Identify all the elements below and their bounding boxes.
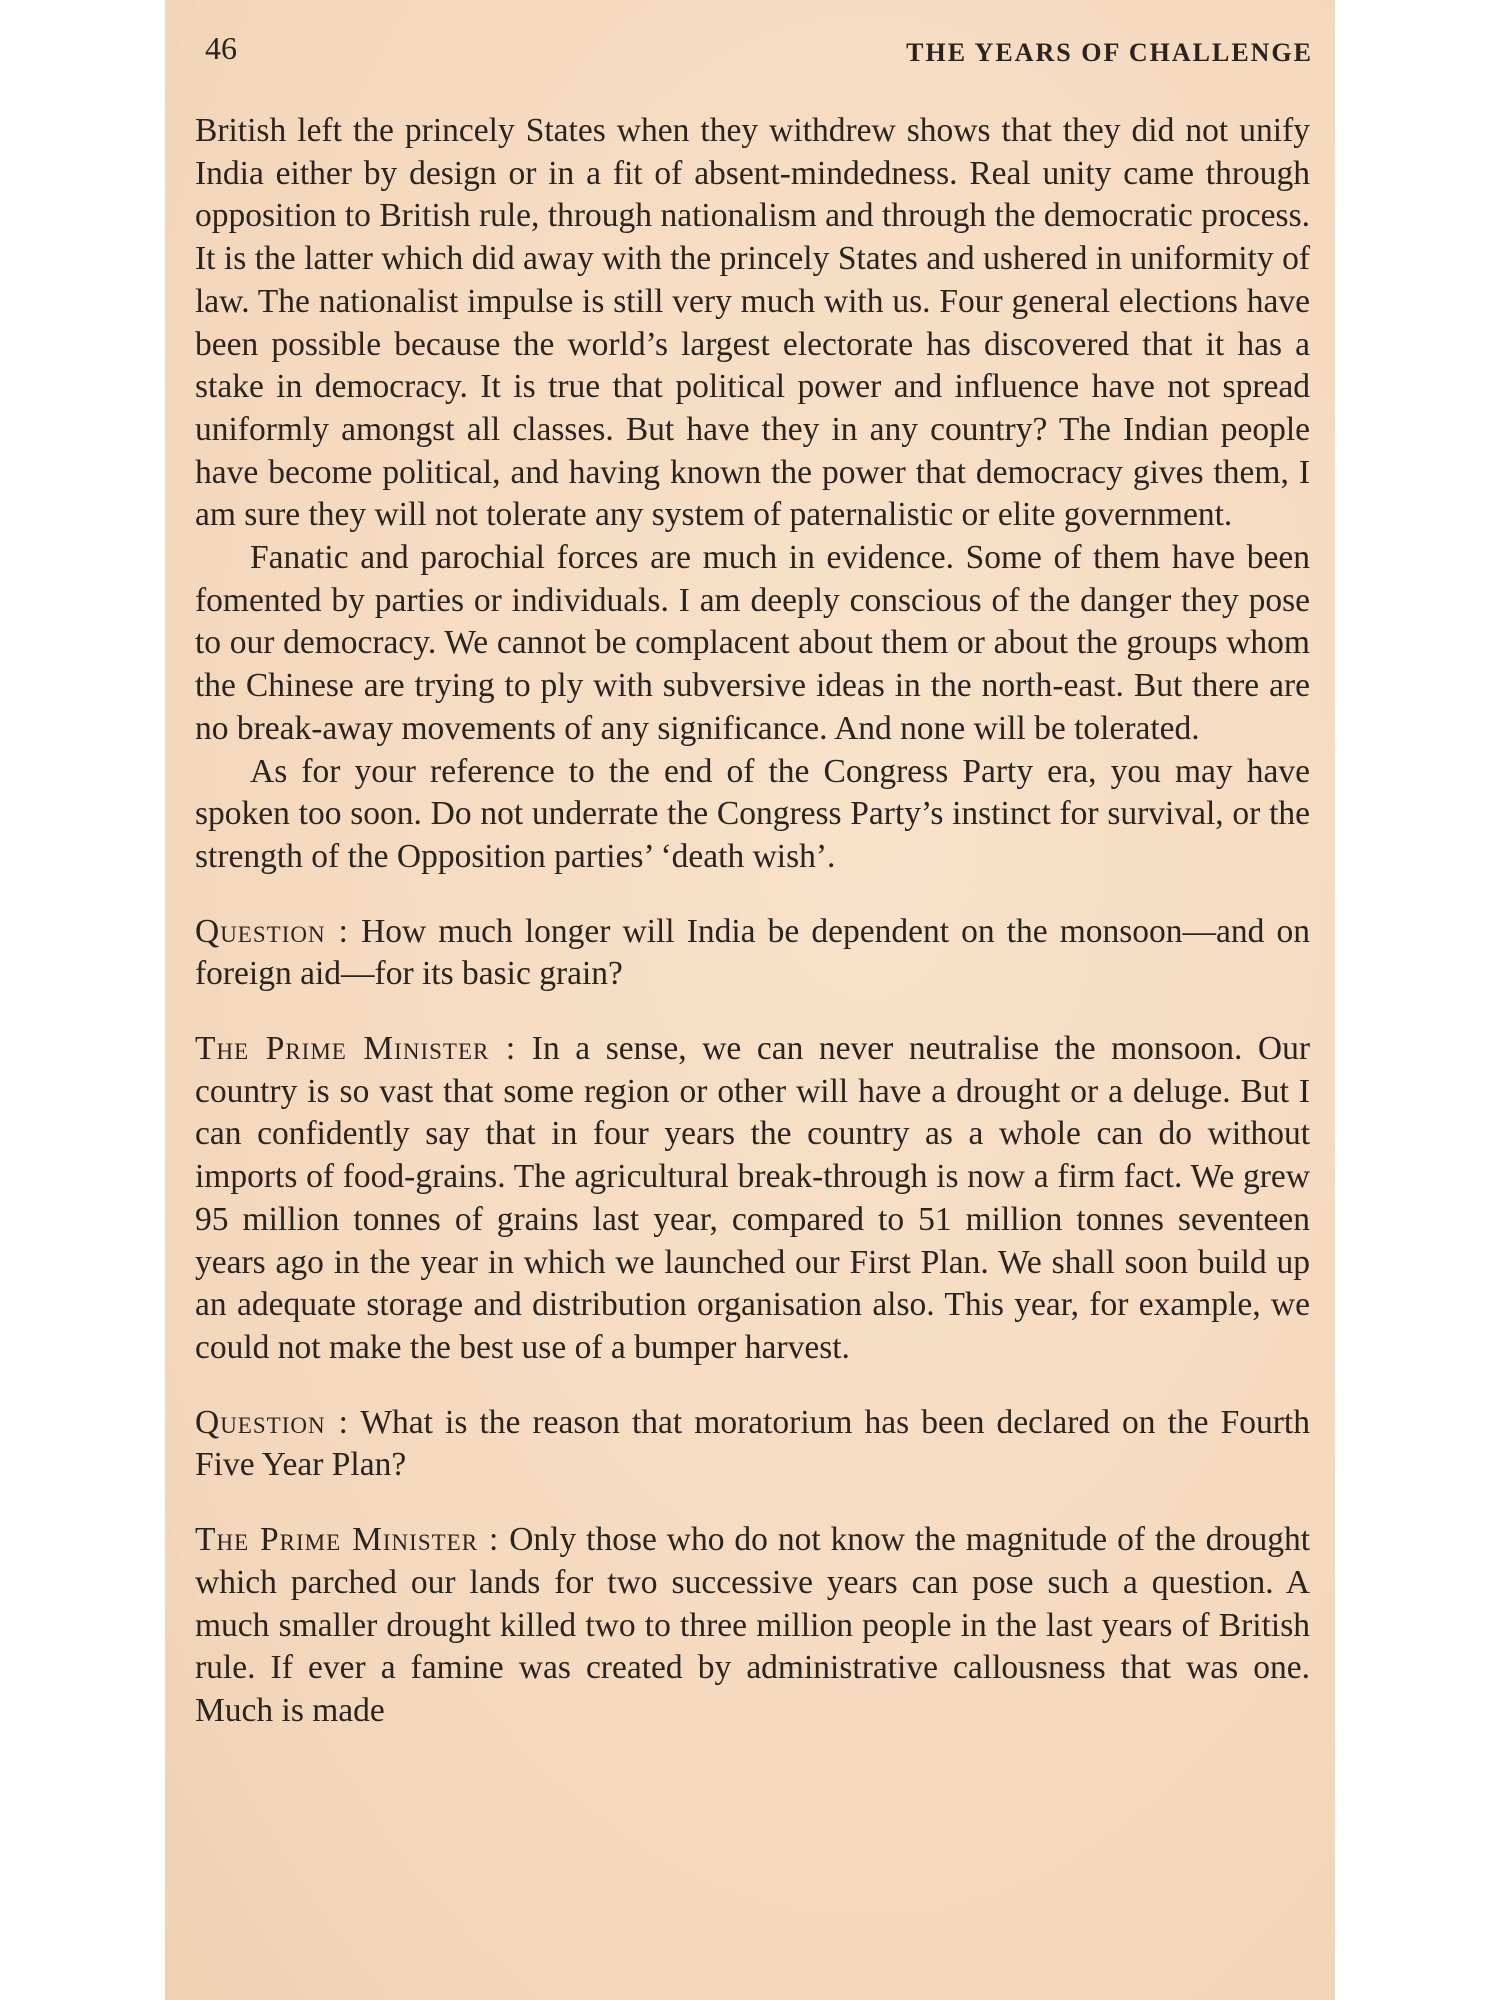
paragraph: Fanatic and parochial forces are much in evidence. Some of them have been fomented by parties or individuals. I am deeply conscious of the danger they pose to our democracy. We cannot be complacent about them or about the groups whom the Chinese are trying to ply with subversive ideas in the north-east. But there are no break-away movements of any significance. And none will be tolerated. (195, 539, 1310, 747)
speaker-label: The Prime Minister : (195, 1521, 500, 1559)
page-header (205, 30, 1313, 70)
paragraph: As for your reference to the end of the Congress Party era, you may have spoken too soon. Do not underrate the Congress Party’s instinct for survival, or the strength of the Opposition parties’ ‘death wish’. (195, 752, 1310, 875)
question-paragraph (195, 1402, 1310, 1487)
answer-paragraph (195, 1519, 1310, 1733)
speaker-label: The Prime Minister : (195, 1030, 517, 1068)
book-page (165, 0, 1335, 2000)
answer-text: In a sense, we can never neutralise the monsoon. Our country is so vast that some region or other will have a drought or a deluge. But I can confidently say that in four years the country as a whole can do without imports of food-grains. The agricultural break-through is now a firm fact. We grew 95 million tonnes of grains last year, compared to 51 million tonnes seventeen years ago in the year in which we launched our First Plan. We shall soon build up an adequate storage and distribution organisation also. This year, for example, we could not make the best use of a bumper harvest. (195, 1030, 1311, 1366)
speaker-label: Question : (195, 1403, 349, 1441)
page-body (195, 110, 1310, 1733)
question-paragraph (195, 911, 1310, 996)
answer-text: Only those who do not know the magnitude of the drought which parched our lands for two successive years can pose such a question. A much smaller drought killed two to three million people in the last years of British rule. If ever a famine was created by administrative callousness that was one. Much is made (195, 1521, 1310, 1729)
question-text: How much longer will India be dependent on the monsoon—and on foreign aid—for its basic grain? (195, 912, 1311, 993)
running-head: THE YEARS OF CHALLENGE (906, 38, 1313, 67)
speaker-label: Question : (195, 912, 349, 950)
answer-paragraph (195, 1028, 1310, 1370)
question-text: What is the reason that moratorium has been declared on the Fourth Five Year Plan? (195, 1403, 1310, 1484)
paragraph: British left the princely States when they withdrew shows that they did not unify India either by design or in a fit of absent-mindedness. Real unity came through opposition to British rule, through nationalism and through the democratic process. It is the latter which did away with the princely States and ushered in uniformity of law. The nationalist impulse is still very much with us. Four general elections have been possible because the world’s largest electorate has discovered that it has a stake in democracy. It is true that political power and influence have not spread uniformly amongst all classes. But have they in any country? The Indian people have become political, and having known the power that democracy gives them, I am sure they will not tolerate any system of paternalistic or elite government. (195, 112, 1310, 534)
page-number: 46 (205, 30, 237, 66)
